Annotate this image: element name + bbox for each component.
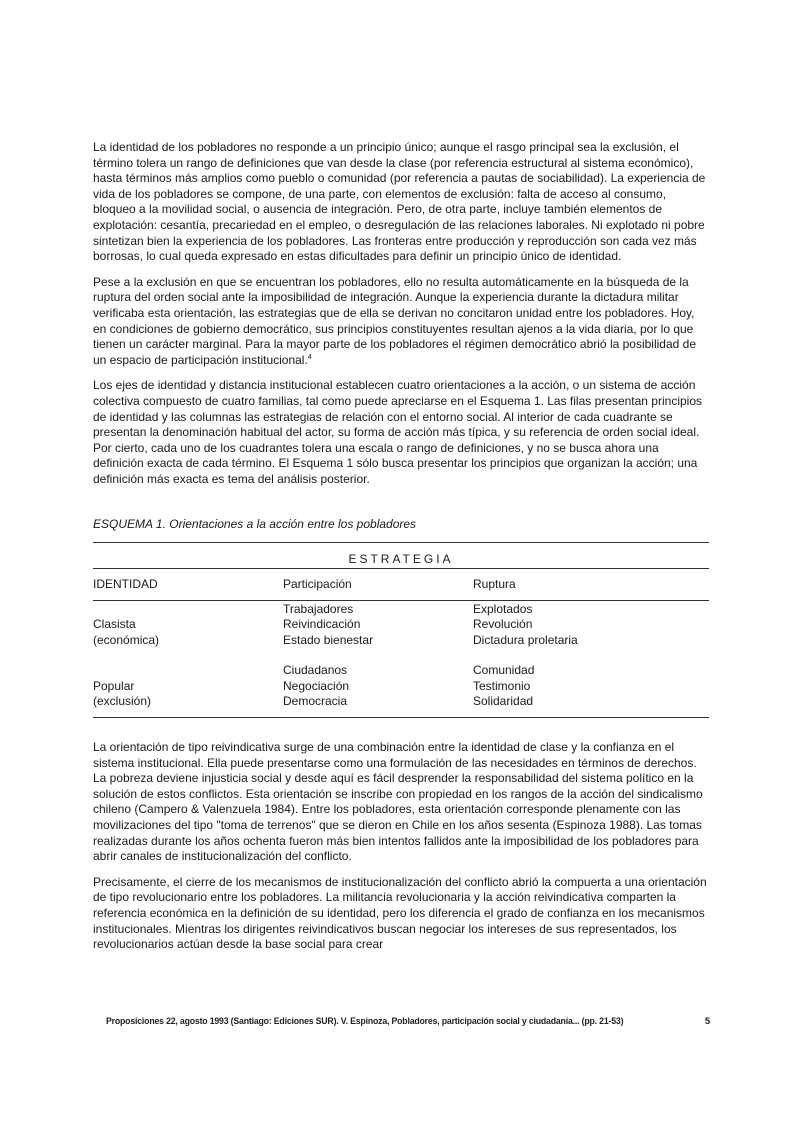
- scheme-row-popular: [93, 648, 709, 717]
- actor-name: Comunidad: [473, 663, 535, 678]
- identity-cell: [93, 602, 283, 649]
- action-form: Reivindicación: [283, 617, 361, 632]
- col-participacion: Participación: [283, 577, 352, 592]
- paragraph-revolucionaria: Precisamente, el cierre de los mecanismos de institucionalización del conflicto abrió la compuerta a una orientación de tipo revolucionario entre los pobladores. La militancia revolucionaria y la acción reivindicativa comparten la referencia económica en la definición de su identidad, pero los diferencia el grado de confianza en los mecanismos institucionales. Mientras los dirigentes reivindicativos buscan negociar los intereses de sus representados, los revolucionarios actúan desde la base social para crear: [93, 874, 707, 952]
- participacion-cell: [283, 602, 473, 649]
- scheme-row-clasista: [93, 601, 709, 649]
- identity-label: Clasista: [93, 617, 136, 632]
- ruptura-cell: [473, 602, 709, 649]
- scheme-header-estrategia: ESTRATEGIA: [93, 543, 709, 569]
- action-form: Testimonio: [473, 678, 531, 693]
- social-order: Dictadura proletaria: [473, 632, 578, 647]
- identity-cell: [93, 663, 283, 710]
- actor-name: Trabajadores: [283, 601, 354, 616]
- scheme-table: [93, 542, 709, 718]
- col-identidad: IDENTIDAD: [93, 577, 158, 592]
- document-page: [93, 140, 710, 963]
- identity-sublabel: (económica): [93, 632, 160, 647]
- body-continued: [93, 740, 710, 953]
- ruptura-cell: [473, 663, 709, 710]
- paragraph-exclusion-text: Pese a la exclusión en que se encuentran los pobladores, ello no resulta automáticamente en la búsqueda de la ruptura del orden social ante la imposibilidad de integración. Aunque la experiencia durante la dictadura militar verificaba esta orientación, las estrategias que de ella se derivan no concitaron unidad entre los pobladores. Hoy, en condiciones de gobierno democrático, sus principios constituyentes resultan ajenos a la vida diaria, por lo que tienen un carácter marginal. Para la mayor parte de los pobladores el régimen democrático abrió la posibilidad de un espacio de participación institucional.: [93, 274, 696, 367]
- footer-reference: Proposiciones 22, agosto 1993 (Santiago: Ediciones SUR). V. Espinoza, Pobladores, participación social y ciudadanía... (pp. 21-53): [106, 1016, 624, 1027]
- col-ruptura: Ruptura: [473, 577, 516, 592]
- action-form: Negociación: [283, 678, 350, 693]
- paragraph-reivindicativa: La orientación de tipo reivindicativa surge de una combinación entre la identidad de clase y la confianza en el sistema institucional. Ella puede presentarse como una formulación de las necesidades en términos de derechos. La pobreza deviene injusticia social y desde aquí es fácil desprender la responsabilidad del sistema político en la solución de estos conflictos. Esta orientación se inscribe con propiedad en los rangos de la acción del sindicalismo chileno (Campero & Valenzuela 1984). Entre los pobladores, esta orientación corresponde plenamente con las movilizaciones del tipo "toma de terrenos" que se dieron en Chile en los años sesenta (Espinoza 1988). Las tomas realizadas durante los años ochenta fueron más bien intentos fallidos ante la imposibilidad de los pobladores para abrir canales de institucionalización del conflicto.: [93, 739, 703, 864]
- scheme-column-headers: [93, 569, 709, 601]
- paragraph-axes: Los ejes de identidad y distancia institucional establecen cuatro orientaciones a la acción, o un sistema de acción colectiva compuesto de cuatro familias, tal como puede apreciarse en el Esquema 1. Las filas presentan principios de identidad y las columnas las estrategias de relación con el entorno social. Al interior de cada cuadrante se presentan la denominación habitual del actor, su forma de acción más típica, y su referencia de orden social ideal. Por cierto, cada uno de los cuadrantes tolera una escala o rango de definiciones, y no se busca ahora una definición exacta de cada término. El Esquema 1 sólo busca presentar los principios que organizan la acción; una definición más exacta es tema del análisis posterior.: [93, 378, 702, 486]
- social-order: Solidaridad: [473, 694, 534, 709]
- actor-name: Ciudadanos: [283, 663, 348, 678]
- paragraph-identity: La identidad de los pobladores no responde a un principio único; aunque el rasgo principal sea la exclusión, el término tolera un rango de definiciones que van desde la clase (por referencia estructural al sistema económico), hasta términos más amplios como pueblo o comunidad (por referencia a pautas de sociabilidad). La experiencia de vida de los pobladores se compone, de una parte, con elementos de exclusión: falta de acceso al consumo, bloqueo a la movilidad social, o ausencia de integración. Pero, de otra parte, incluye también elementos de explotación: cesantía, precariedad en el empleo, o desregulación de las relaciones laborales. Ni explotado ni pobre sintetizan bien la experiencia de los pobladores. Las fronteras entre producción y reproducción son cada vez más borrosas, lo cual queda expresado en estas dificultades para definir un principio único de identidad.: [93, 140, 706, 264]
- identity-sublabel: (exclusión): [93, 694, 152, 709]
- paragraph-exclusion: [93, 275, 710, 369]
- social-order: Estado bienestar: [283, 632, 374, 647]
- identity-label: Popular: [93, 678, 135, 693]
- participacion-cell: [283, 663, 473, 710]
- scheme-caption: ESQUEMA 1. Orientaciones a la acción entre los pobladores: [93, 517, 417, 532]
- social-order: Democracia: [283, 694, 348, 709]
- footnote-mark: 4: [307, 353, 312, 361]
- actor-name: Explotados: [473, 601, 533, 616]
- page-footer: [106, 1016, 710, 1027]
- action-form: Revolución: [473, 617, 533, 632]
- page-number: 5: [704, 1016, 710, 1027]
